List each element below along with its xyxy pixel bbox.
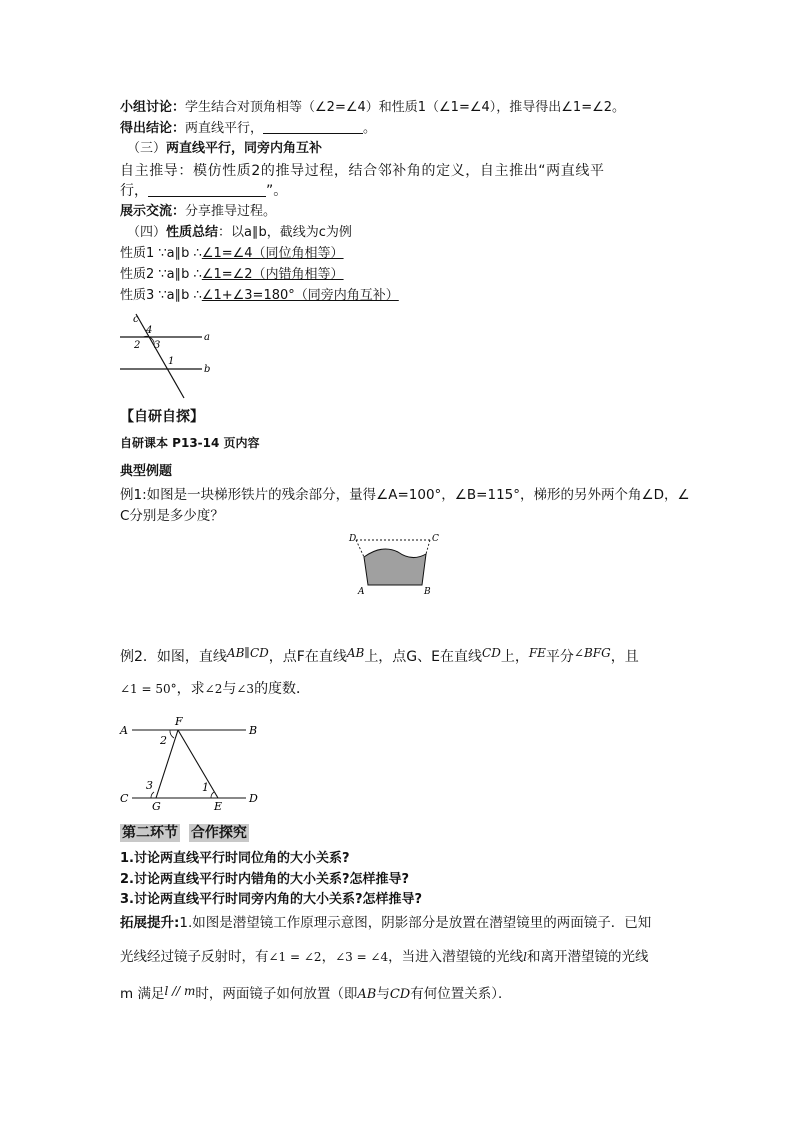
math-angle3-eq-angle4: ∠3 = ∠4 [335,950,389,964]
trapezoid-figure [346,530,446,600]
example1-line1: 例1:如图是一块梯形铁片的残余部分，量得∠A=100°，∠B=115°，梯形的另外两个角∠D，∠ [120,487,690,503]
property-3 [120,286,399,306]
extension-text: 时，两面镜子如何放置（即 [195,986,358,1002]
dashed-side-right [426,540,430,554]
property-result: ∠1=∠2（内错角相等） [201,267,344,282]
question-1: 1.讨论两直线平行时同位角的大小关系? [120,851,350,866]
example2-text: 上， [500,649,529,665]
section-two-title: 合作探究 [190,825,247,841]
label-b: b [204,364,211,375]
extension-text: 和离开潜望镜的光线 [526,949,649,965]
label-D: D [349,534,357,544]
math-l: l [523,950,527,964]
extension-text: 有何位置关系）． [410,986,512,1002]
extension-text: 光线经过镜子反射时，有 [120,949,269,965]
discussion-text: 学生结合对顶角相等（∠2=∠4）和性质1（∠1=∠4），推导得出∠1=∠2。 [185,100,626,115]
label-A: A [358,587,365,597]
label-3: 3 [146,779,153,792]
example2-text: ，求 [176,681,205,697]
section4-title: 性质总结 [166,225,219,240]
parallel-lines-figure [118,312,218,402]
question-2: 2.讨论两直线平行时内错角的大小关系?怎样推导? [120,872,410,887]
label-B: B [424,587,431,597]
trapezoid-remnant [364,549,426,585]
extension-line3 [120,981,511,1005]
example2-text: 上，点G、E在直线 [364,649,483,665]
label-B: B [249,724,258,737]
math-l-parallel-m: l // m [164,984,196,998]
property-result: ∠1=∠4（同位角相等） [201,246,344,261]
math-angle1-eq-angle2: ∠1 = ∠2 [268,950,322,964]
label-C: C [120,792,129,805]
section4-heading [127,223,352,243]
example2-text: 平分 [545,649,574,665]
show-text: 分享推导过程。 [185,204,277,219]
line-c [136,314,184,398]
question-3: 3.讨论两直线平行时同旁内角的大小关系?怎样推导? [120,892,423,907]
label-G: G [152,800,161,813]
section3-title: 两直线平行，同旁内角互补 [166,141,323,156]
self-study-header: 【自研自探】 [120,409,204,425]
property-cond: ∵a∥b ∴ [154,246,202,261]
label-2: 2 [160,734,167,747]
math-ab: AB [346,646,365,660]
section-two-header [120,823,249,843]
self-study-pages: 自研课本 P13-14 页内容 [120,436,260,450]
label-a: a [204,332,210,343]
section-two-label: 第二环节 [122,825,178,841]
extension-text: ，当进入潜望镜的光线 [388,949,524,965]
property-name: 性质1 [120,246,155,261]
conclusion-end: 。 [363,121,377,136]
property-cond: ∵a∥b ∴ [154,288,202,303]
example2-line2 [120,679,310,699]
example2-text: ，点F在直线 [268,649,347,665]
label-angle-2: 2 [134,340,141,351]
extension-text: 与 [376,986,390,1002]
section3-label: （三） [127,141,167,156]
angle2-arc [170,730,174,738]
example1-line2: C分别是多少度？ [120,508,224,524]
math-ab-parallel-cd: AB∥CD [226,646,269,660]
example2-text: 与 [222,681,237,697]
examples-title: 典型例题 [120,464,173,479]
extension-line1 [120,913,651,933]
discussion-line [120,98,625,118]
property-name: 性质3 [120,288,155,303]
property-result: ∠1+∠3=180°（同旁内角互补） [201,288,399,303]
math-fe: FE [528,646,546,660]
example2-figure [118,712,263,813]
angle-arc [143,336,154,346]
math-angle1-50: ∠1 = 50° [120,682,177,696]
extension-line2 [120,947,648,967]
extension-text: ， [321,949,336,965]
angle3-arc [151,792,154,798]
label-angle-4: 4 [146,325,153,336]
conclusion-blank[interactable] [263,119,363,134]
label-angle-3: 3 [154,340,161,351]
conclusion-text: 两直线平行， [185,121,264,136]
conclusion-label: 得出结论： [120,121,186,136]
example2-text: 的度数． [254,681,311,697]
property-2 [120,265,344,285]
angle1-arc [211,792,214,798]
extension-text: 1.如图是潜望镜工作原理示意图，阴影部分是放置在潜望镜里的两面镜子．已知 [179,915,652,931]
section4-label: （四） [127,225,167,240]
label-c: c [133,314,139,325]
label-A: A [120,724,128,737]
show-line [120,202,276,222]
math-cd: CD [389,987,411,1002]
extension-text: m 满足 [120,986,165,1002]
self-derive-line2 [120,181,287,201]
self-derive-text2-end: ”。 [266,183,288,199]
label-D: D [249,792,258,805]
section4-text: ：以a∥b，截线为c为例 [218,225,352,240]
example2-text: ，且 [610,649,639,665]
self-derive-text1: 模仿性质2的推导过程，结合邻补角的定义，自主推出“两直线平 [193,163,605,179]
example2-text: 例2．如图，直线 [120,649,227,665]
math-angle3: ∠3 [236,682,255,696]
math-angle-bfg: ∠BFG [573,646,611,660]
dashed-side-left [356,540,364,557]
self-derive-blank[interactable] [148,182,266,197]
property-name: 性质2 [120,267,155,282]
label-angle-1: 1 [168,356,175,367]
self-derive-line1 [120,161,605,181]
label-F: F [175,715,183,728]
conclusion-line [120,119,376,139]
label-E: E [214,800,223,813]
label-C: C [432,534,439,544]
example2-line1 [120,643,639,667]
section3-heading [127,139,322,159]
self-derive-text2-start: 行， [120,183,148,199]
math-cd: CD [482,646,501,660]
label-1: 1 [202,781,209,794]
math-ab: AB [357,987,377,1002]
extension-label: 拓展提升: [120,915,180,931]
segment-fe [178,730,218,798]
self-derive-label: 自主推导： [120,163,193,179]
property-cond: ∵a∥b ∴ [154,267,202,282]
show-label: 展示交流： [120,204,186,219]
property-1 [120,244,344,264]
discussion-label: 小组讨论： [120,100,186,115]
math-angle2: ∠2 [204,682,223,696]
